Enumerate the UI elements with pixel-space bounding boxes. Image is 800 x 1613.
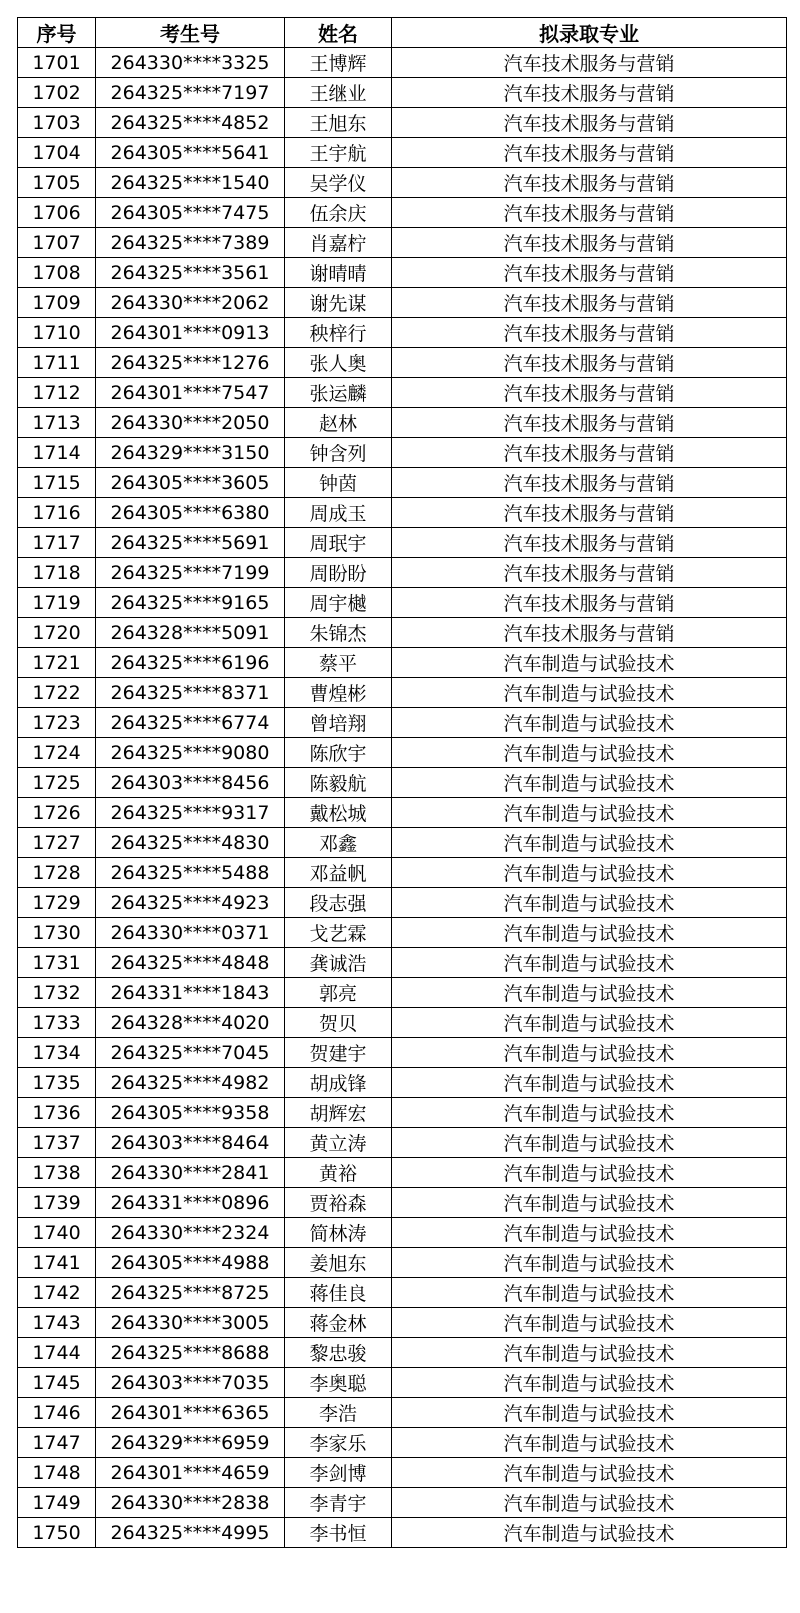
table-row — [18, 858, 787, 888]
major-cell: 汽车技术服务与营销 — [392, 618, 787, 648]
candidate-number-cell: 264329****6959 — [96, 1428, 285, 1458]
candidate-number-cell: 264325****4995 — [96, 1518, 285, 1548]
table-row — [18, 978, 787, 1008]
serial-number-cell: 1721 — [18, 648, 96, 678]
table-row — [18, 618, 787, 648]
table-header — [18, 18, 787, 48]
name-cell: 贺贝 — [285, 1008, 392, 1038]
table-row — [18, 558, 787, 588]
name-cell: 秧梓行 — [285, 318, 392, 348]
name-cell: 伍余庆 — [285, 198, 392, 228]
candidate-number-cell: 264331****1843 — [96, 978, 285, 1008]
major-cell: 汽车技术服务与营销 — [392, 78, 787, 108]
major-cell: 汽车制造与试验技术 — [392, 1368, 787, 1398]
name-cell: 王宇航 — [285, 138, 392, 168]
table-row — [18, 1308, 787, 1338]
major-cell: 汽车制造与试验技术 — [392, 1458, 787, 1488]
name-cell: 胡成锋 — [285, 1068, 392, 1098]
table-row — [18, 1218, 787, 1248]
name-cell: 李青宇 — [285, 1488, 392, 1518]
name-cell: 钟含列 — [285, 438, 392, 468]
table-row — [18, 1188, 787, 1218]
major-cell: 汽车制造与试验技术 — [392, 768, 787, 798]
major-cell: 汽车制造与试验技术 — [392, 1098, 787, 1128]
candidate-number-cell: 264303****8464 — [96, 1128, 285, 1158]
header-serial-number: 序号 — [18, 18, 96, 48]
table-row — [18, 888, 787, 918]
serial-number-cell: 1712 — [18, 378, 96, 408]
major-cell: 汽车制造与试验技术 — [392, 1308, 787, 1338]
major-cell: 汽车制造与试验技术 — [392, 1518, 787, 1548]
table-row — [18, 738, 787, 768]
serial-number-cell: 1720 — [18, 618, 96, 648]
candidate-number-cell: 264328****5091 — [96, 618, 285, 648]
name-cell: 赵林 — [285, 408, 392, 438]
serial-number-cell: 1742 — [18, 1278, 96, 1308]
name-cell: 郭亮 — [285, 978, 392, 1008]
candidate-number-cell: 264329****3150 — [96, 438, 285, 468]
table-row — [18, 198, 787, 228]
name-cell: 曾培翔 — [285, 708, 392, 738]
name-cell: 李浩 — [285, 1398, 392, 1428]
major-cell: 汽车技术服务与营销 — [392, 438, 787, 468]
major-cell: 汽车制造与试验技术 — [392, 1428, 787, 1458]
major-cell: 汽车技术服务与营销 — [392, 468, 787, 498]
name-cell: 蔡平 — [285, 648, 392, 678]
candidate-number-cell: 264325****7199 — [96, 558, 285, 588]
major-cell: 汽车技术服务与营销 — [392, 558, 787, 588]
table-row — [18, 1458, 787, 1488]
candidate-number-cell: 264301****6365 — [96, 1398, 285, 1428]
major-cell: 汽车制造与试验技术 — [392, 888, 787, 918]
name-cell: 张人奥 — [285, 348, 392, 378]
table-row — [18, 258, 787, 288]
table-row — [18, 708, 787, 738]
serial-number-cell: 1726 — [18, 798, 96, 828]
name-cell: 贺建宇 — [285, 1038, 392, 1068]
candidate-number-cell: 264325****7045 — [96, 1038, 285, 1068]
name-cell: 简林涛 — [285, 1218, 392, 1248]
major-cell: 汽车制造与试验技术 — [392, 648, 787, 678]
table-row — [18, 468, 787, 498]
serial-number-cell: 1748 — [18, 1458, 96, 1488]
candidate-number-cell: 264325****6774 — [96, 708, 285, 738]
name-cell: 肖嘉柠 — [285, 228, 392, 258]
name-cell: 龚诚浩 — [285, 948, 392, 978]
major-cell: 汽车制造与试验技术 — [392, 1488, 787, 1518]
major-cell: 汽车制造与试验技术 — [392, 1038, 787, 1068]
major-cell: 汽车技术服务与营销 — [392, 138, 787, 168]
table-row — [18, 648, 787, 678]
table-row — [18, 528, 787, 558]
name-cell: 黄裕 — [285, 1158, 392, 1188]
table-row — [18, 318, 787, 348]
serial-number-cell: 1741 — [18, 1248, 96, 1278]
table-row — [18, 678, 787, 708]
table-row — [18, 378, 787, 408]
candidate-number-cell: 264325****1540 — [96, 168, 285, 198]
serial-number-cell: 1705 — [18, 168, 96, 198]
name-cell: 周宇樾 — [285, 588, 392, 618]
table-row — [18, 498, 787, 528]
major-cell: 汽车技术服务与营销 — [392, 288, 787, 318]
table-row — [18, 1518, 787, 1548]
serial-number-cell: 1711 — [18, 348, 96, 378]
serial-number-cell: 1744 — [18, 1338, 96, 1368]
candidate-number-cell: 264331****0896 — [96, 1188, 285, 1218]
serial-number-cell: 1701 — [18, 48, 96, 78]
serial-number-cell: 1732 — [18, 978, 96, 1008]
serial-number-cell: 1750 — [18, 1518, 96, 1548]
candidate-number-cell: 264305****5641 — [96, 138, 285, 168]
admission-table — [17, 17, 787, 1548]
name-cell: 王博辉 — [285, 48, 392, 78]
table-row — [18, 918, 787, 948]
name-cell: 李剑博 — [285, 1458, 392, 1488]
serial-number-cell: 1708 — [18, 258, 96, 288]
table-row — [18, 828, 787, 858]
major-cell: 汽车技术服务与营销 — [392, 258, 787, 288]
candidate-number-cell: 264305****7475 — [96, 198, 285, 228]
header-major: 拟录取专业 — [392, 18, 787, 48]
table-row — [18, 288, 787, 318]
candidate-number-cell: 264330****2062 — [96, 288, 285, 318]
candidate-number-cell: 264325****8688 — [96, 1338, 285, 1368]
header-name: 姓名 — [285, 18, 392, 48]
serial-number-cell: 1706 — [18, 198, 96, 228]
candidate-number-cell: 264330****3325 — [96, 48, 285, 78]
candidate-number-cell: 264325****5691 — [96, 528, 285, 558]
table-row — [18, 1338, 787, 1368]
name-cell: 胡辉宏 — [285, 1098, 392, 1128]
header-candidate-number: 考生号 — [96, 18, 285, 48]
major-cell: 汽车制造与试验技术 — [392, 1338, 787, 1368]
major-cell: 汽车制造与试验技术 — [392, 918, 787, 948]
candidate-number-cell: 264301****7547 — [96, 378, 285, 408]
major-cell: 汽车制造与试验技术 — [392, 1008, 787, 1038]
serial-number-cell: 1731 — [18, 948, 96, 978]
table-row — [18, 1038, 787, 1068]
name-cell: 周盼盼 — [285, 558, 392, 588]
major-cell: 汽车制造与试验技术 — [392, 1218, 787, 1248]
candidate-number-cell: 264330****2324 — [96, 1218, 285, 1248]
major-cell: 汽车制造与试验技术 — [392, 1068, 787, 1098]
table-row — [18, 168, 787, 198]
name-cell: 蒋金林 — [285, 1308, 392, 1338]
candidate-number-cell: 264303****7035 — [96, 1368, 285, 1398]
table-row — [18, 1158, 787, 1188]
serial-number-cell: 1714 — [18, 438, 96, 468]
candidate-number-cell: 264325****7197 — [96, 78, 285, 108]
candidate-number-cell: 264330****2050 — [96, 408, 285, 438]
table-row — [18, 588, 787, 618]
serial-number-cell: 1738 — [18, 1158, 96, 1188]
name-cell: 朱锦杰 — [285, 618, 392, 648]
candidate-number-cell: 264325****4848 — [96, 948, 285, 978]
serial-number-cell: 1702 — [18, 78, 96, 108]
name-cell: 谢先谋 — [285, 288, 392, 318]
candidate-number-cell: 264325****4852 — [96, 108, 285, 138]
major-cell: 汽车制造与试验技术 — [392, 1128, 787, 1158]
candidate-number-cell: 264325****5488 — [96, 858, 285, 888]
candidate-number-cell: 264325****8725 — [96, 1278, 285, 1308]
name-cell: 邓鑫 — [285, 828, 392, 858]
major-cell: 汽车技术服务与营销 — [392, 348, 787, 378]
candidate-number-cell: 264305****3605 — [96, 468, 285, 498]
table-row — [18, 1488, 787, 1518]
table-row — [18, 228, 787, 258]
major-cell: 汽车制造与试验技术 — [392, 798, 787, 828]
major-cell: 汽车技术服务与营销 — [392, 108, 787, 138]
candidate-number-cell: 264301****4659 — [96, 1458, 285, 1488]
candidate-number-cell: 264301****0913 — [96, 318, 285, 348]
major-cell: 汽车制造与试验技术 — [392, 1248, 787, 1278]
candidate-number-cell: 264325****9317 — [96, 798, 285, 828]
name-cell: 黎忠骏 — [285, 1338, 392, 1368]
table-row — [18, 1398, 787, 1428]
candidate-number-cell: 264305****9358 — [96, 1098, 285, 1128]
name-cell: 钟茵 — [285, 468, 392, 498]
candidate-number-cell: 264330****3005 — [96, 1308, 285, 1338]
serial-number-cell: 1729 — [18, 888, 96, 918]
candidate-number-cell: 264305****6380 — [96, 498, 285, 528]
candidate-number-cell: 264325****4923 — [96, 888, 285, 918]
serial-number-cell: 1717 — [18, 528, 96, 558]
major-cell: 汽车制造与试验技术 — [392, 708, 787, 738]
name-cell: 贾裕森 — [285, 1188, 392, 1218]
name-cell: 曹煌彬 — [285, 678, 392, 708]
serial-number-cell: 1745 — [18, 1368, 96, 1398]
major-cell: 汽车技术服务与营销 — [392, 228, 787, 258]
candidate-number-cell: 264325****8371 — [96, 678, 285, 708]
serial-number-cell: 1707 — [18, 228, 96, 258]
serial-number-cell: 1739 — [18, 1188, 96, 1218]
table-body — [18, 48, 787, 1548]
table-row — [18, 1248, 787, 1278]
major-cell: 汽车制造与试验技术 — [392, 738, 787, 768]
candidate-number-cell: 264325****1276 — [96, 348, 285, 378]
name-cell: 黄立涛 — [285, 1128, 392, 1158]
name-cell: 李家乐 — [285, 1428, 392, 1458]
table-row — [18, 798, 787, 828]
name-cell: 李书恒 — [285, 1518, 392, 1548]
serial-number-cell: 1703 — [18, 108, 96, 138]
candidate-number-cell: 264330****2838 — [96, 1488, 285, 1518]
serial-number-cell: 1713 — [18, 408, 96, 438]
major-cell: 汽车制造与试验技术 — [392, 1278, 787, 1308]
serial-number-cell: 1727 — [18, 828, 96, 858]
table-row — [18, 1278, 787, 1308]
table-row — [18, 768, 787, 798]
serial-number-cell: 1710 — [18, 318, 96, 348]
candidate-number-cell: 264328****4020 — [96, 1008, 285, 1038]
name-cell: 段志强 — [285, 888, 392, 918]
name-cell: 王继业 — [285, 78, 392, 108]
name-cell: 李奥聪 — [285, 1368, 392, 1398]
major-cell: 汽车技术服务与营销 — [392, 378, 787, 408]
candidate-number-cell: 264325****9080 — [96, 738, 285, 768]
table-row — [18, 78, 787, 108]
table-row — [18, 1068, 787, 1098]
major-cell: 汽车技术服务与营销 — [392, 318, 787, 348]
serial-number-cell: 1723 — [18, 708, 96, 738]
serial-number-cell: 1719 — [18, 588, 96, 618]
table-row — [18, 348, 787, 378]
serial-number-cell: 1743 — [18, 1308, 96, 1338]
serial-number-cell: 1747 — [18, 1428, 96, 1458]
candidate-number-cell: 264330****0371 — [96, 918, 285, 948]
major-cell: 汽车技术服务与营销 — [392, 168, 787, 198]
table-row — [18, 1368, 787, 1398]
major-cell: 汽车制造与试验技术 — [392, 978, 787, 1008]
name-cell: 张运麟 — [285, 378, 392, 408]
serial-number-cell: 1730 — [18, 918, 96, 948]
serial-number-cell: 1734 — [18, 1038, 96, 1068]
major-cell: 汽车制造与试验技术 — [392, 1398, 787, 1428]
candidate-number-cell: 264325****9165 — [96, 588, 285, 618]
name-cell: 蒋佳良 — [285, 1278, 392, 1308]
serial-number-cell: 1737 — [18, 1128, 96, 1158]
serial-number-cell: 1725 — [18, 768, 96, 798]
name-cell: 陈欣宇 — [285, 738, 392, 768]
table-row — [18, 108, 787, 138]
name-cell: 陈毅航 — [285, 768, 392, 798]
major-cell: 汽车制造与试验技术 — [392, 948, 787, 978]
major-cell: 汽车技术服务与营销 — [392, 48, 787, 78]
header-row — [18, 18, 787, 48]
candidate-number-cell: 264330****2841 — [96, 1158, 285, 1188]
candidate-number-cell: 264325****4982 — [96, 1068, 285, 1098]
candidate-number-cell: 264303****8456 — [96, 768, 285, 798]
name-cell: 王旭东 — [285, 108, 392, 138]
serial-number-cell: 1736 — [18, 1098, 96, 1128]
name-cell: 周珉宇 — [285, 528, 392, 558]
name-cell: 邓益帆 — [285, 858, 392, 888]
major-cell: 汽车制造与试验技术 — [392, 678, 787, 708]
major-cell: 汽车制造与试验技术 — [392, 828, 787, 858]
name-cell: 周成玉 — [285, 498, 392, 528]
table-row — [18, 138, 787, 168]
serial-number-cell: 1740 — [18, 1218, 96, 1248]
serial-number-cell: 1735 — [18, 1068, 96, 1098]
table-row — [18, 438, 787, 468]
major-cell: 汽车制造与试验技术 — [392, 858, 787, 888]
candidate-number-cell: 264325****6196 — [96, 648, 285, 678]
table-row — [18, 1008, 787, 1038]
candidate-number-cell: 264325****3561 — [96, 258, 285, 288]
serial-number-cell: 1715 — [18, 468, 96, 498]
serial-number-cell: 1749 — [18, 1488, 96, 1518]
name-cell: 谢晴晴 — [285, 258, 392, 288]
serial-number-cell: 1704 — [18, 138, 96, 168]
serial-number-cell: 1718 — [18, 558, 96, 588]
serial-number-cell: 1746 — [18, 1398, 96, 1428]
major-cell: 汽车技术服务与营销 — [392, 408, 787, 438]
candidate-number-cell: 264305****4988 — [96, 1248, 285, 1278]
major-cell: 汽车技术服务与营销 — [392, 528, 787, 558]
name-cell: 戈艺霖 — [285, 918, 392, 948]
serial-number-cell: 1728 — [18, 858, 96, 888]
candidate-number-cell: 264325****4830 — [96, 828, 285, 858]
table-row — [18, 48, 787, 78]
table-row — [18, 1098, 787, 1128]
name-cell: 吴学仪 — [285, 168, 392, 198]
serial-number-cell: 1716 — [18, 498, 96, 528]
name-cell: 戴松城 — [285, 798, 392, 828]
major-cell: 汽车技术服务与营销 — [392, 498, 787, 528]
major-cell: 汽车技术服务与营销 — [392, 198, 787, 228]
candidate-number-cell: 264325****7389 — [96, 228, 285, 258]
major-cell: 汽车制造与试验技术 — [392, 1188, 787, 1218]
serial-number-cell: 1724 — [18, 738, 96, 768]
serial-number-cell: 1722 — [18, 678, 96, 708]
table-row — [18, 1128, 787, 1158]
serial-number-cell: 1709 — [18, 288, 96, 318]
table-row — [18, 1428, 787, 1458]
name-cell: 姜旭东 — [285, 1248, 392, 1278]
major-cell: 汽车技术服务与营销 — [392, 588, 787, 618]
table-row — [18, 948, 787, 978]
table-row — [18, 408, 787, 438]
major-cell: 汽车制造与试验技术 — [392, 1158, 787, 1188]
serial-number-cell: 1733 — [18, 1008, 96, 1038]
